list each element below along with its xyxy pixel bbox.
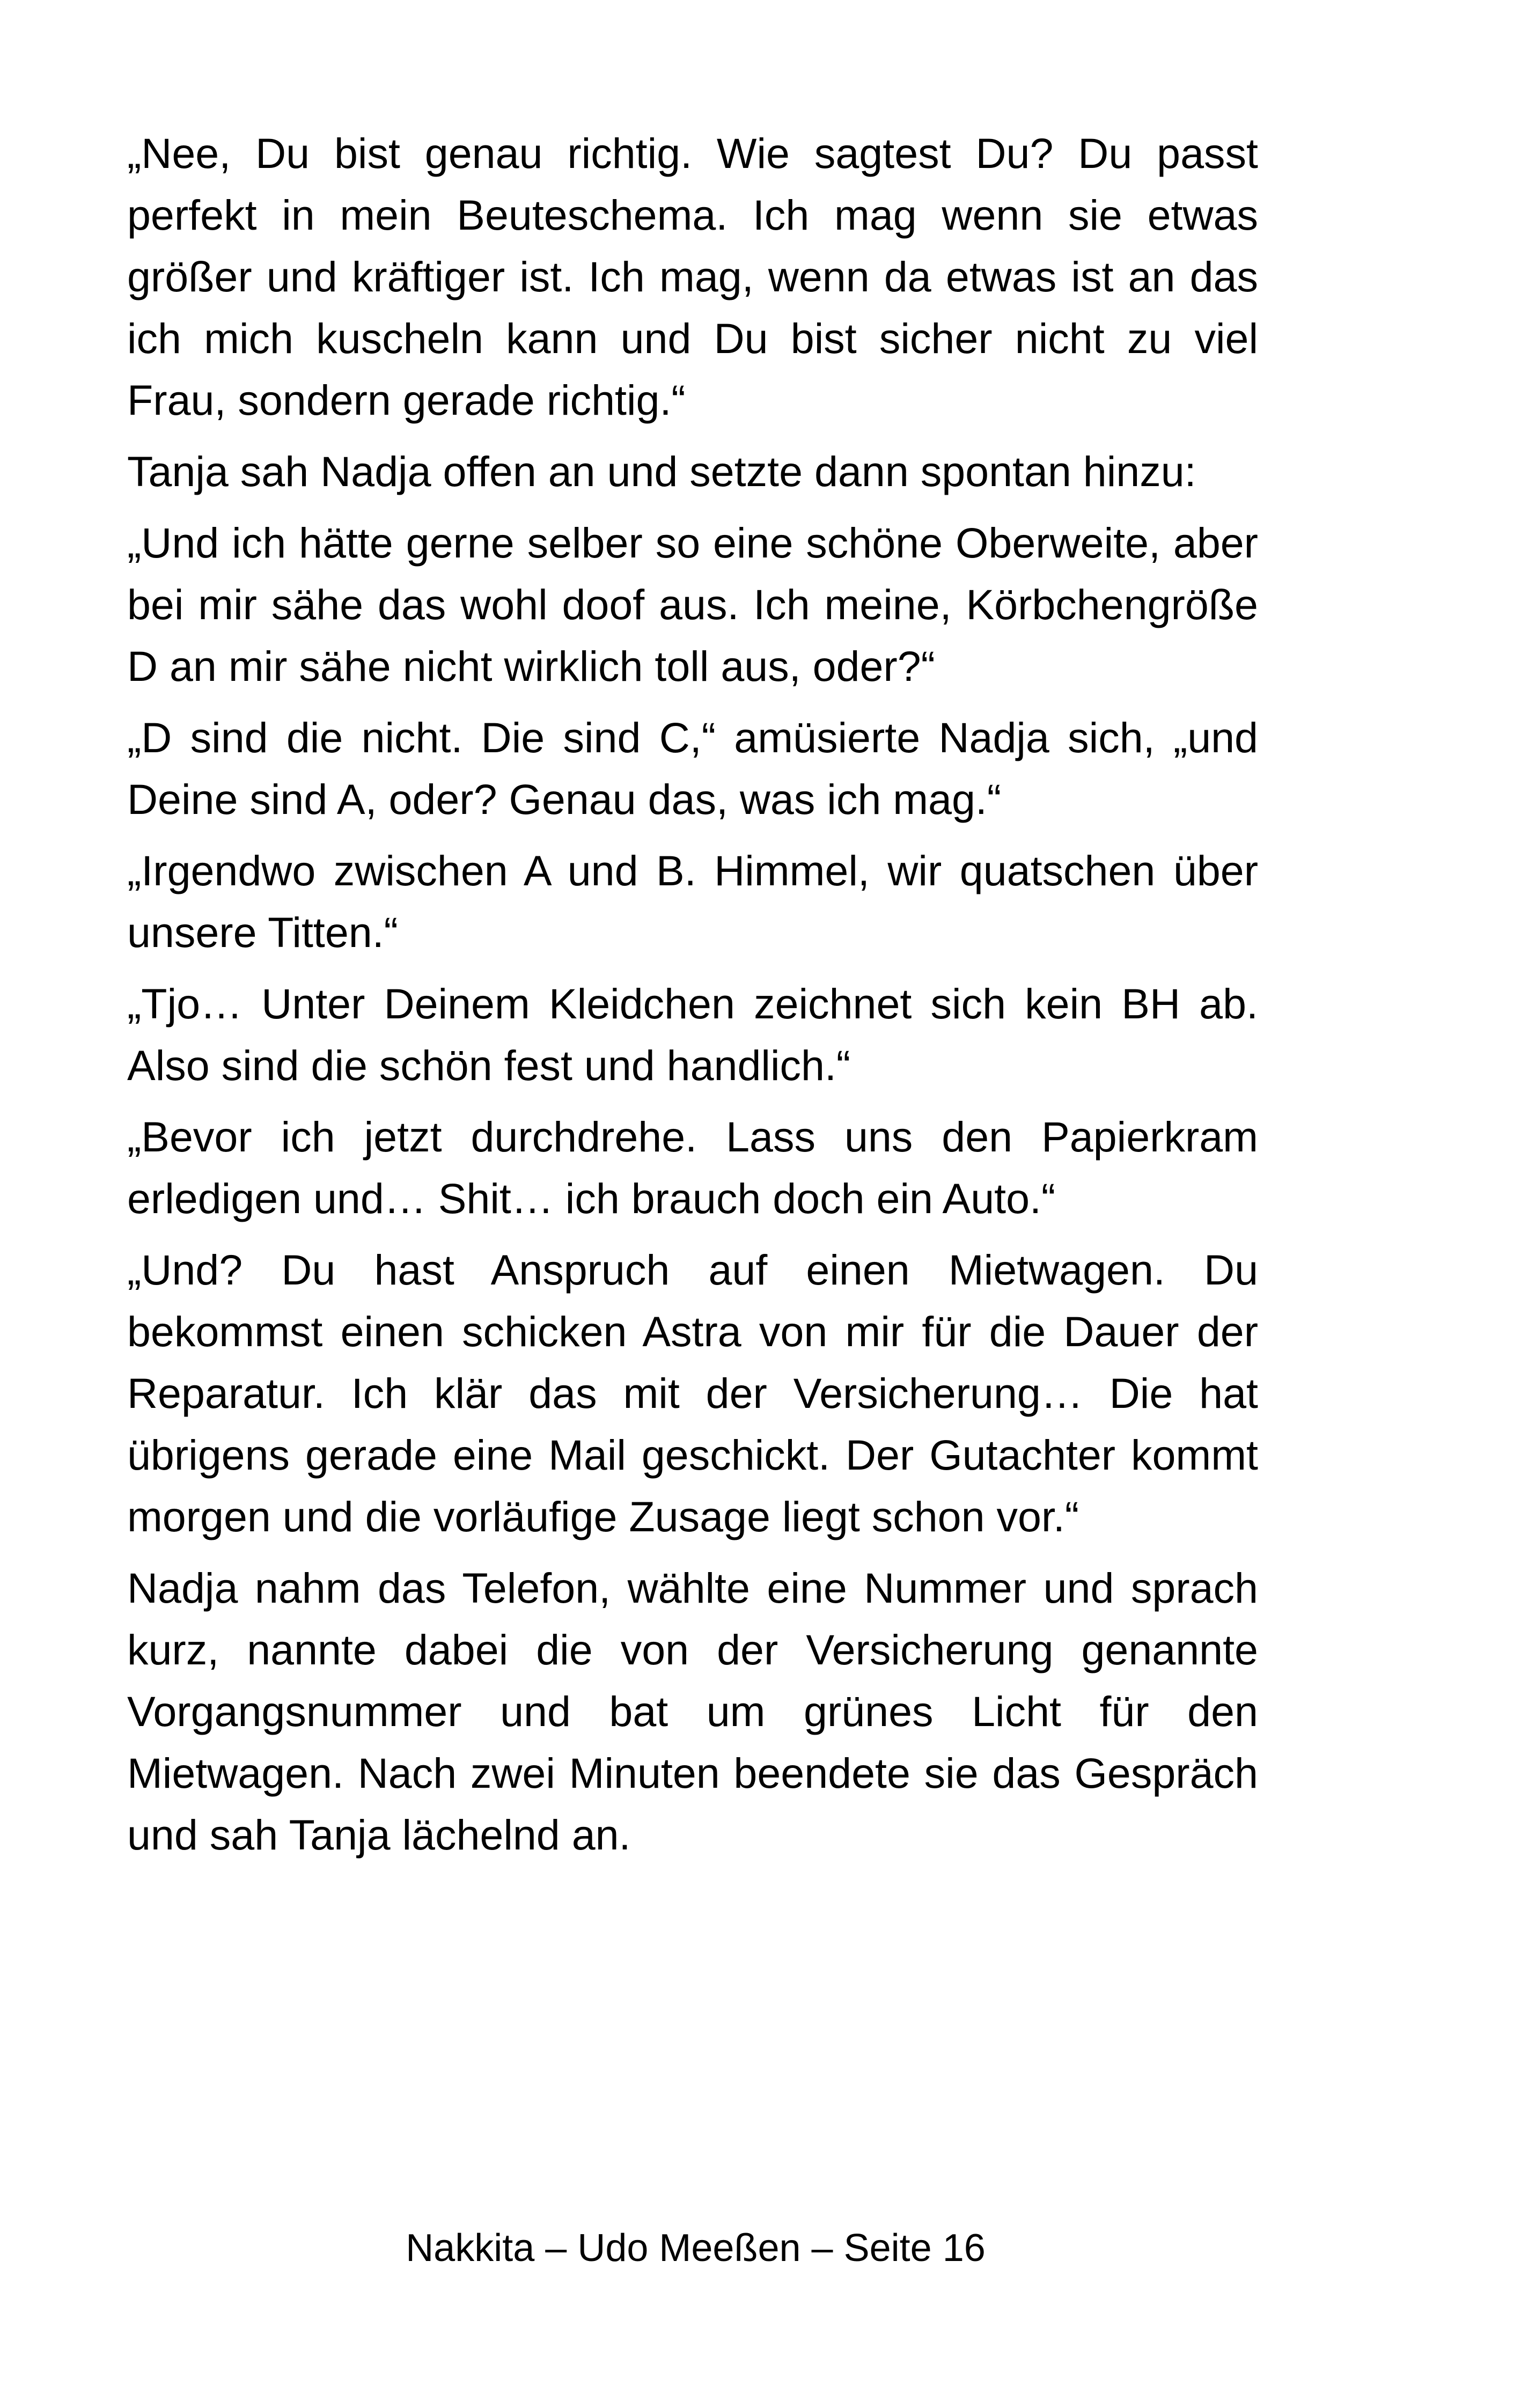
page-footer: Nakkita – Udo Meeßen – Seite 16 — [406, 2227, 986, 2270]
paragraph: Nadja nahm das Telefon, wählte eine Nummer und sprach kurz, nannte dabei die von der Versicherung genannte Vorgangsnummer und bat um grünes Licht für den Mietwagen. Nach zwei Minuten beendete sie das Gespräch und sah Tanja lächelnd an. — [127, 1564, 1258, 1859]
paragraph: „Bevor ich jetzt durchdrehe. Lass uns den Papierkram erledigen und… Shit… ich brauch doch ein Auto.“ — [127, 1113, 1258, 1222]
paragraph: „Nee, Du bist genau richtig. Wie sagtest Du? Du passt perfekt in mein Beuteschema. Ich mag wenn sie etwas größer und kräftiger ist. Ich mag, wenn da etwas ist an das ich mich kuscheln kann und Du bist sicher nicht zu viel Frau, sondern gerade richtig.“ — [127, 129, 1258, 424]
paragraph: „Irgendwo zwischen A und B. Himmel, wir quatschen über unsere Titten.“ — [127, 847, 1258, 956]
paragraph: „Und ich hätte gerne selber so eine schöne Oberweite, aber bei mir sähe das wohl doof aus. Ich meine, Körbchengröße D an mir sähe nicht wirklich toll aus, oder?“ — [127, 519, 1258, 690]
paragraph: Tanja sah Nadja offen an und setzte dann spontan hinzu: — [127, 447, 1196, 495]
paragraph: „Und? Du hast Anspruch auf einen Mietwagen. Du bekommst einen schicken Astra von mir für die Dauer der Reparatur. Ich klär das mit der Versicherung… Die hat übrigens gerade eine Mail geschickt. Der Gutachter kommt morgen und die vorläufige Zusage liegt schon vor.“ — [127, 1246, 1258, 1540]
text-body — [127, 122, 1258, 1875]
paragraph: „Tjo… Unter Deinem Kleidchen zeichnet sich kein BH ab. Also sind die schön fest und handlich.“ — [127, 980, 1258, 1089]
paragraph: „D sind die nicht. Die sind C,“ amüsierte Nadja sich, „und Deine sind A, oder? Genau das, was ich mag.“ — [127, 714, 1258, 823]
